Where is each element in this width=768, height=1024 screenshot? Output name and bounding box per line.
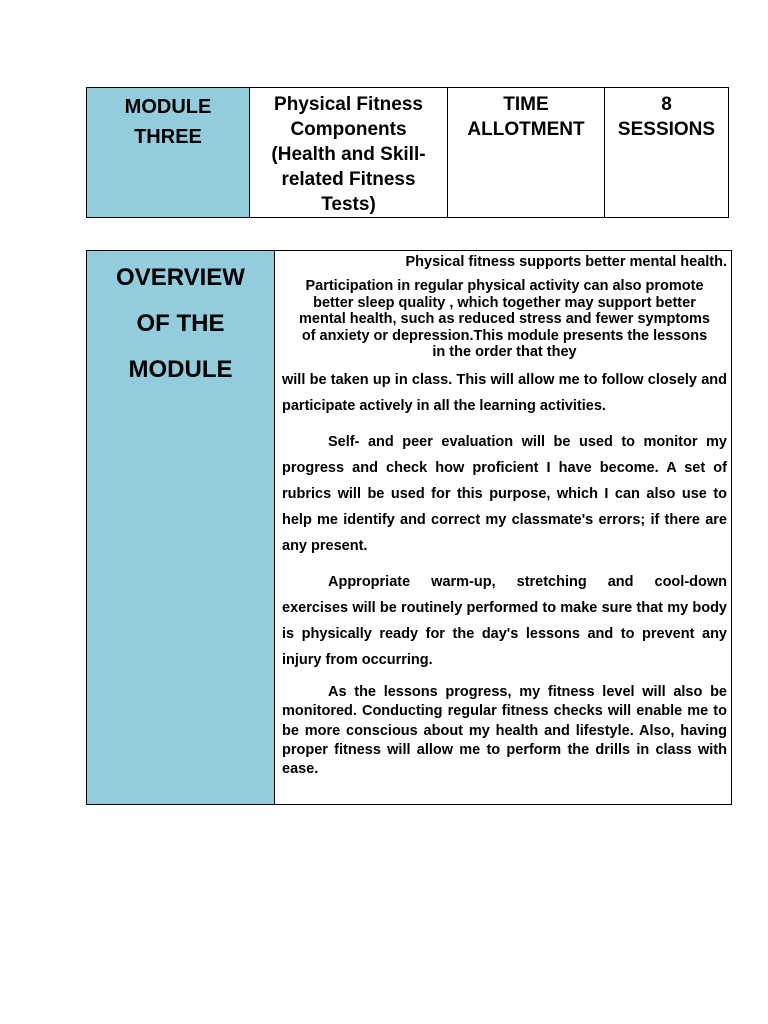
module-title-line: (Health and Skill- <box>271 144 426 165</box>
time-label: TIME <box>503 94 549 115</box>
overview-heading-line: MODULE <box>128 356 233 383</box>
overview-paragraph: Appropriate warm-up, stretching and cool-down exercises will be routinely performed to make sure that my body is physically ready for the day's lessons and to prevent any injury from occurring. <box>282 573 727 668</box>
overview-heading-line: OF THE <box>136 310 225 337</box>
overview-heading-line: OVERVIEW <box>116 264 245 291</box>
overview-intro: Physical fitness supports better mental health. <box>405 254 727 270</box>
centered-line: mental health, such as reduced stress and fewer symptoms <box>299 311 710 328</box>
time-allotment-cell <box>448 88 605 218</box>
module-number-cell <box>87 88 250 218</box>
overview-paragraph: As the lessons progress, my fitness level will also be monitored. Conducting regular fitness checks will enable me to be more conscious about my health and lifestyle. Also, having proper fitness will allow me to perform the drills in class with ease. <box>282 683 727 778</box>
module-label: MODULE <box>124 96 212 118</box>
allotment-label: ALLOTMENT <box>467 119 585 140</box>
module-title-line: Components <box>290 119 407 140</box>
overview-table <box>86 250 732 805</box>
centered-line: Participation in regular physical activity can also promote <box>305 278 704 294</box>
module-title-line: Tests) <box>321 194 376 215</box>
sessions-count: 8 <box>661 94 672 115</box>
overview-content-cell <box>275 251 732 805</box>
overview-paragraph: Self- and peer evaluation will be used to monitor my progress and check how proficient I have become. A set of rubrics will be used for this purpose, which I can also use to help me identify and correct my classmate's errors; if there are any present. <box>282 433 727 554</box>
module-title-line: Physical Fitness <box>274 94 423 115</box>
centered-line: of anxiety or depression.This module presents the lessons <box>301 327 708 344</box>
sessions-cell <box>605 88 729 218</box>
module-title-line: related Fitness <box>281 169 416 190</box>
overview-label-cell <box>87 251 275 805</box>
module-title-cell <box>250 88 448 218</box>
module-number: THREE <box>134 126 202 148</box>
overview-centered-text <box>282 278 727 361</box>
centered-line: better sleep quality , which together may support better <box>313 294 696 311</box>
overview-paragraph: will be taken up in class. This will allow me to follow closely and participate actively in all the learning activities. <box>282 371 727 414</box>
sessions-label: SESSIONS <box>617 119 716 140</box>
module-header-table <box>86 87 729 218</box>
centered-line: in the order that they <box>432 344 577 361</box>
